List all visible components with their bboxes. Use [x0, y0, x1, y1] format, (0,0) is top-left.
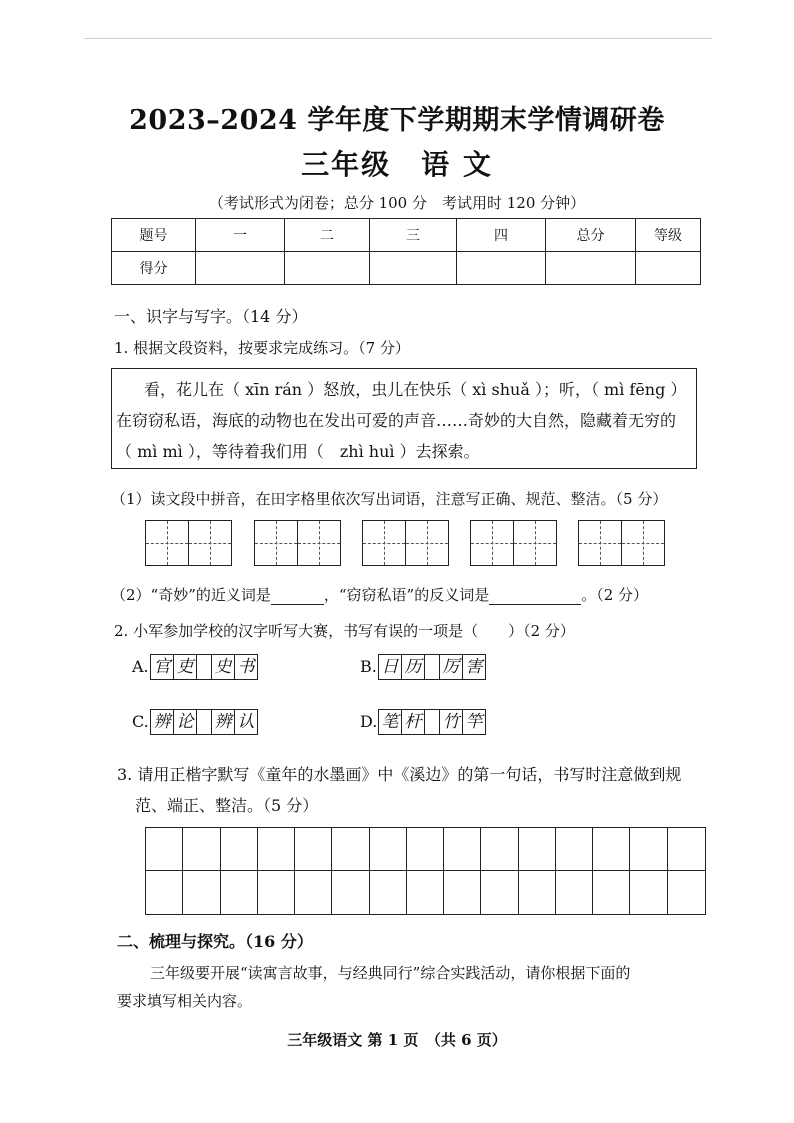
q1-sub2-text: ，“窃窃私语”的反义词是 — [323, 586, 490, 604]
option-char: 书 — [234, 655, 257, 679]
option-a-label: A. — [132, 657, 149, 676]
score-table — [111, 218, 701, 285]
q3-prompt-line1: 3. 请用正楷字默写《童年的水墨画》中《溪边》的第一句话，书写时注意做到规 — [117, 765, 682, 784]
tianzige-word-5[interactable] — [578, 520, 665, 566]
q3-prompt-line2: 范、端正、整洁。（5 分） — [135, 796, 319, 815]
exam-title: 2023–2024 学年度下学期期末学情调研卷 — [129, 105, 665, 136]
option-d-box[interactable] — [378, 709, 486, 735]
option-c-label: C. — [132, 712, 149, 731]
option-char: 厉 — [439, 655, 462, 679]
option-char: 辨 — [153, 712, 171, 732]
section2-heading: 二、梳理与探究。（16 分） — [117, 932, 313, 951]
q1-passage-box — [111, 368, 697, 469]
synonym-blank[interactable] — [271, 604, 324, 605]
score-row-label: 得分 — [112, 252, 196, 285]
section2-text-line2: 要求填写相关内容。 — [117, 992, 253, 1010]
q1-sub2-text: （2）“奇妙”的近义词是 — [111, 586, 271, 604]
score-header-cell: 总分 — [546, 219, 636, 252]
score-table-score-row — [112, 252, 701, 285]
tianzige-word-2[interactable] — [254, 520, 341, 566]
q1-sub2 — [111, 584, 648, 605]
score-cell[interactable] — [457, 252, 546, 285]
q1-prompt: 1. 根据文段资料，按要求完成练习。（7 分） — [114, 339, 410, 357]
score-table-header-row — [112, 219, 701, 252]
option-char: 日 — [381, 657, 399, 677]
q1-sub2-text: 。（2 分） — [581, 586, 649, 604]
option-char: 论 — [173, 710, 196, 734]
option-char: 辨 — [211, 710, 234, 734]
score-header-cell: 一 — [196, 219, 285, 252]
passage-line: （ mì mì ），等待着我们用（ zhì huì ）去探索。 — [116, 442, 480, 461]
q2-prompt: 2. 小军参加学校的汉字听写大赛，书写有误的一项是（ ）（2 分） — [114, 622, 575, 640]
option-char: 竿 — [462, 710, 485, 734]
dictation-writing-grid[interactable] — [145, 827, 706, 915]
score-cell[interactable] — [546, 252, 636, 285]
score-header-cell: 题号 — [112, 219, 196, 252]
option-char: 认 — [234, 710, 257, 734]
q1-sub1: （1）读文段中拼音，在田字格里依次写出词语，注意写正确、规范、整洁。（5 分） — [111, 490, 668, 508]
page-footer: 三年级语文 第 1 页 （共 6 页） — [287, 1031, 507, 1049]
tianzige-word-3[interactable] — [362, 520, 449, 566]
option-b-box[interactable] — [378, 654, 486, 680]
option-char: 竹 — [439, 710, 462, 734]
option-char: 吏 — [173, 655, 196, 679]
section1-heading: 一、识字与写字。（14 分） — [114, 307, 308, 326]
passage-line: 在窃窃私语，海底的动物也在发出可爱的声音……奇妙的大自然，隐藏着无穷的 — [116, 411, 677, 430]
score-header-cell: 三 — [370, 219, 457, 252]
option-char: 史 — [211, 655, 234, 679]
option-char: 历 — [401, 655, 424, 679]
option-c-box[interactable] — [150, 709, 258, 735]
tianzige-word-1[interactable] — [145, 520, 232, 566]
score-cell[interactable] — [370, 252, 457, 285]
exam-subtitle: 三年级 语 文 — [301, 148, 493, 181]
score-header-cell: 等级 — [636, 219, 701, 252]
score-header-cell: 二 — [285, 219, 370, 252]
option-char: 官 — [153, 657, 171, 677]
exam-note: （考试形式为闭卷；总分 100 分 考试用时 120 分钟） — [208, 194, 586, 212]
option-d-label: D. — [360, 712, 378, 731]
antonym-blank[interactable] — [489, 604, 581, 605]
option-char: 害 — [462, 655, 485, 679]
option-char: 笔 — [381, 712, 399, 732]
option-char: 杆 — [401, 710, 424, 734]
option-b-label: B. — [360, 657, 377, 676]
option-a-box[interactable] — [150, 654, 258, 680]
score-header-cell: 四 — [457, 219, 546, 252]
score-cell[interactable] — [196, 252, 285, 285]
tianzige-word-4[interactable] — [470, 520, 557, 566]
score-cell[interactable] — [285, 252, 370, 285]
passage-line: 看，花儿在（ xīn rán ）怒放，虫儿在快乐（ xì shuǎ ）；听，（ mì fēng ） — [144, 380, 687, 399]
section2-text-line1: 三年级要开展“读寓言故事，与经典同行”综合实践活动，请你根据下面的 — [150, 964, 631, 982]
score-cell[interactable] — [636, 252, 701, 285]
